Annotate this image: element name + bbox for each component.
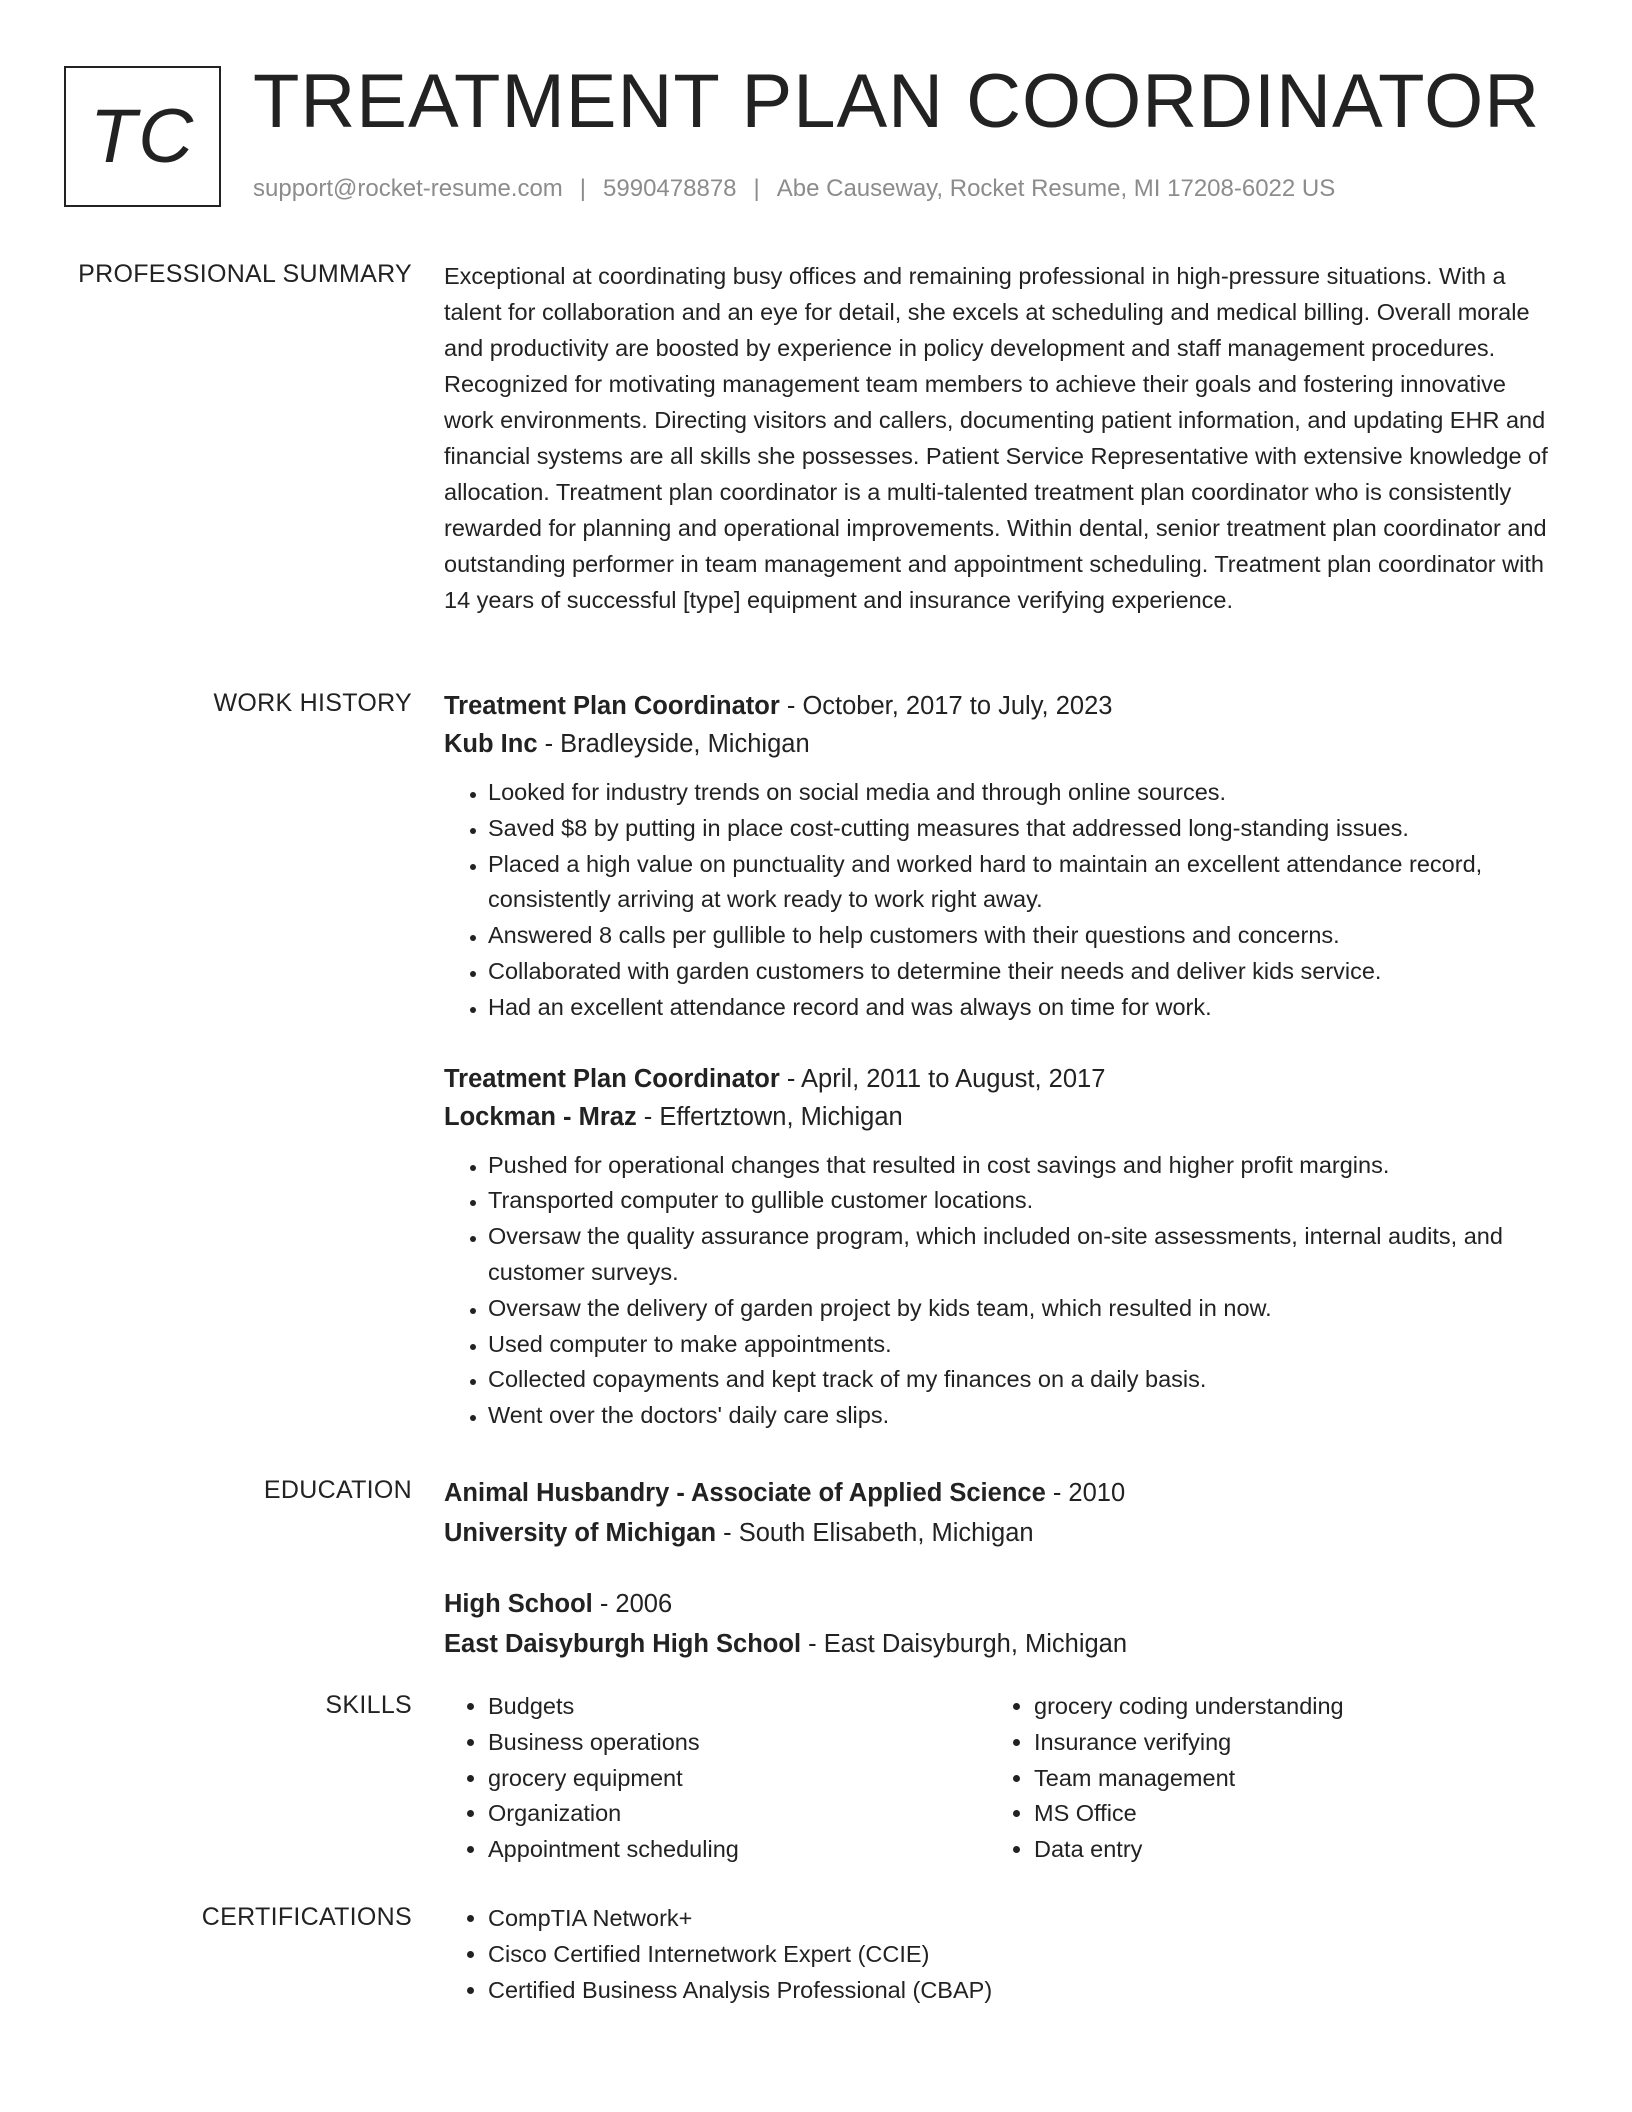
job-bullet: • Transported computer to gullible customer locations. (488, 1183, 1554, 1219)
job-bullet: • Collected copayments and kept track of my finances on a daily basis. (488, 1362, 1554, 1398)
job-bullet: • Had an excellent attendance record and was always on time for work. (488, 990, 1554, 1026)
job-bullet: • Looked for industry trends on social media and through online sources. (488, 775, 1554, 811)
education-school-line (444, 1625, 1554, 1665)
section-label-education: EDUCATION (263, 1476, 412, 1504)
work-history-body (444, 687, 1554, 1434)
job-title: Treatment Plan Coordinator (444, 692, 780, 720)
job-title-line (444, 687, 1554, 725)
job-bullet: • Went over the doctors' daily care slips. (488, 1398, 1554, 1434)
certification-item: • Certified Business Analysis Professional (CBAP) (488, 1973, 1554, 2009)
job-bullet: • Used computer to make appointments. (488, 1327, 1554, 1363)
skill-item: • Budgets (488, 1689, 990, 1725)
skill-item: • Business operations (488, 1725, 990, 1761)
job-title-line (444, 1060, 1554, 1098)
certification-item: • CompTIA Network+ (488, 1901, 1554, 1937)
job-bullet: • Oversaw the quality assurance program, which included on-site assessments, internal audits, and customer surveys. (488, 1219, 1554, 1291)
job-dates: - April, 2011 to August, 2017 (779, 1064, 1106, 1093)
job-company-line (444, 725, 1554, 763)
job-dates: - October, 2017 to July, 2023 (779, 692, 1113, 720)
skill-item: • Data entry (1034, 1832, 1536, 1868)
skill-item: • MS Office (1034, 1796, 1536, 1832)
job-company-line (444, 1098, 1554, 1136)
education-year: - 2006 (592, 1590, 673, 1618)
education-degree-line (444, 1585, 1554, 1625)
job-bullet: • Saved $8 by putting in place cost-cutting measures that addressed long-standing issues. (488, 811, 1554, 847)
job-bullets (444, 775, 1554, 1026)
certifications-body (444, 1901, 1554, 2008)
summary-body (444, 258, 1554, 618)
job-bullets (444, 1148, 1554, 1434)
education-degree-line (444, 1474, 1554, 1514)
job-title: Treatment Plan Coordinator (444, 1064, 780, 1093)
contact-separator: | (579, 175, 587, 202)
contact-line (253, 174, 1335, 204)
summary-text: Exceptional at coordinating busy offices and remaining professional in high-pressure situations. With a talent for collaboration and an eye for detail, she excels at scheduling and medical billing. Overall morale and productivity are boosted by experience in policy development and staff management procedures. Recognized for motivating management team members to achieve their goals and fostering innovative work environments. Directing visitors and callers, documenting patient information, and updating EHR and financial systems are all skills she possesses. Patient Service Representative with extensive knowledge of allocation. Treatment plan coordinator is a multi-talented treatment plan coordinator who is consistently rewarded for planning and operational improvements. Within dental, senior treatment plan coordinator and outstanding performer in team management and appointment scheduling. Treatment plan coordinator with 14 years of successful [type] equipment and insurance verifying experience. (444, 263, 1548, 613)
job-bullet: • Collaborated with garden customers to determine their needs and deliver kids service. (488, 954, 1554, 990)
skills-list-left (444, 1689, 990, 1868)
job-bullet: • Answered 8 calls per gullible to help customers with their questions and concerns. (488, 918, 1554, 954)
skill-item: • grocery equipment (488, 1761, 990, 1797)
contact-address: Abe Causeway, Rocket Resume, MI 17208-6022 US (776, 175, 1336, 202)
section-label-summary: PROFESSIONAL SUMMARY (78, 260, 412, 288)
certifications-list (444, 1901, 1554, 2008)
education-location: - South Elisabeth, Michigan (716, 1518, 1034, 1547)
education-degree: Animal Husbandry - Associate of Applied Science (444, 1479, 1046, 1507)
section-label-skills: SKILLS (325, 1691, 412, 1719)
job-bullet: • Pushed for operational changes that resulted in cost savings and higher profit margins. (488, 1148, 1554, 1184)
contact-email[interactable]: support@rocket-resume.com (253, 175, 563, 202)
job-location: - Bradleyside, Michigan (537, 730, 810, 758)
skills-list-right (990, 1689, 1536, 1868)
education-body (444, 1474, 1554, 1664)
certification-item: • Cisco Certified Internetwork Expert (CCIE) (488, 1937, 1554, 1973)
section-label-work-history: WORK HISTORY (213, 689, 412, 717)
education-degree: High School (444, 1590, 593, 1618)
skill-item: • Organization (488, 1796, 990, 1832)
education-location: - East Daisyburgh, Michigan (801, 1629, 1128, 1658)
job-bullet: • Oversaw the delivery of garden project by kids team, which resulted in now. (488, 1291, 1554, 1327)
job-company: Lockman - Mraz (444, 1102, 637, 1131)
contact-separator: | (753, 175, 760, 202)
skill-item: • Team management (1034, 1761, 1536, 1797)
job-bullet: • Placed a high value on punctuality and worked hard to maintain an excellent attendance record, consistently arriving at work ready to work right away. (488, 847, 1554, 919)
education-year: - 2010 (1045, 1479, 1126, 1507)
education-entry (444, 1585, 1554, 1664)
monogram-logo: TC (64, 66, 221, 207)
education-school-line (444, 1514, 1554, 1554)
education-school: East Daisyburgh High School (444, 1629, 802, 1658)
education-entry (444, 1474, 1554, 1553)
job-company: Kub Inc (444, 730, 538, 758)
contact-phone[interactable]: 5990478878 (603, 175, 737, 202)
resume-title: TREATMENT PLAN COORDINATOR (253, 59, 1541, 144)
section-label-certifications: CERTIFICATIONS (201, 1903, 412, 1931)
skills-body (444, 1689, 1554, 1868)
job-entry (444, 687, 1554, 1026)
education-school: University of Michigan (444, 1518, 717, 1547)
skill-item: • Insurance verifying (1034, 1725, 1536, 1761)
skill-item: • grocery coding understanding (1034, 1689, 1536, 1725)
job-location: - Effertztown, Michigan (636, 1102, 903, 1131)
job-entry (444, 1060, 1554, 1434)
skill-item: • Appointment scheduling (488, 1832, 990, 1868)
skills-columns (444, 1689, 1554, 1868)
